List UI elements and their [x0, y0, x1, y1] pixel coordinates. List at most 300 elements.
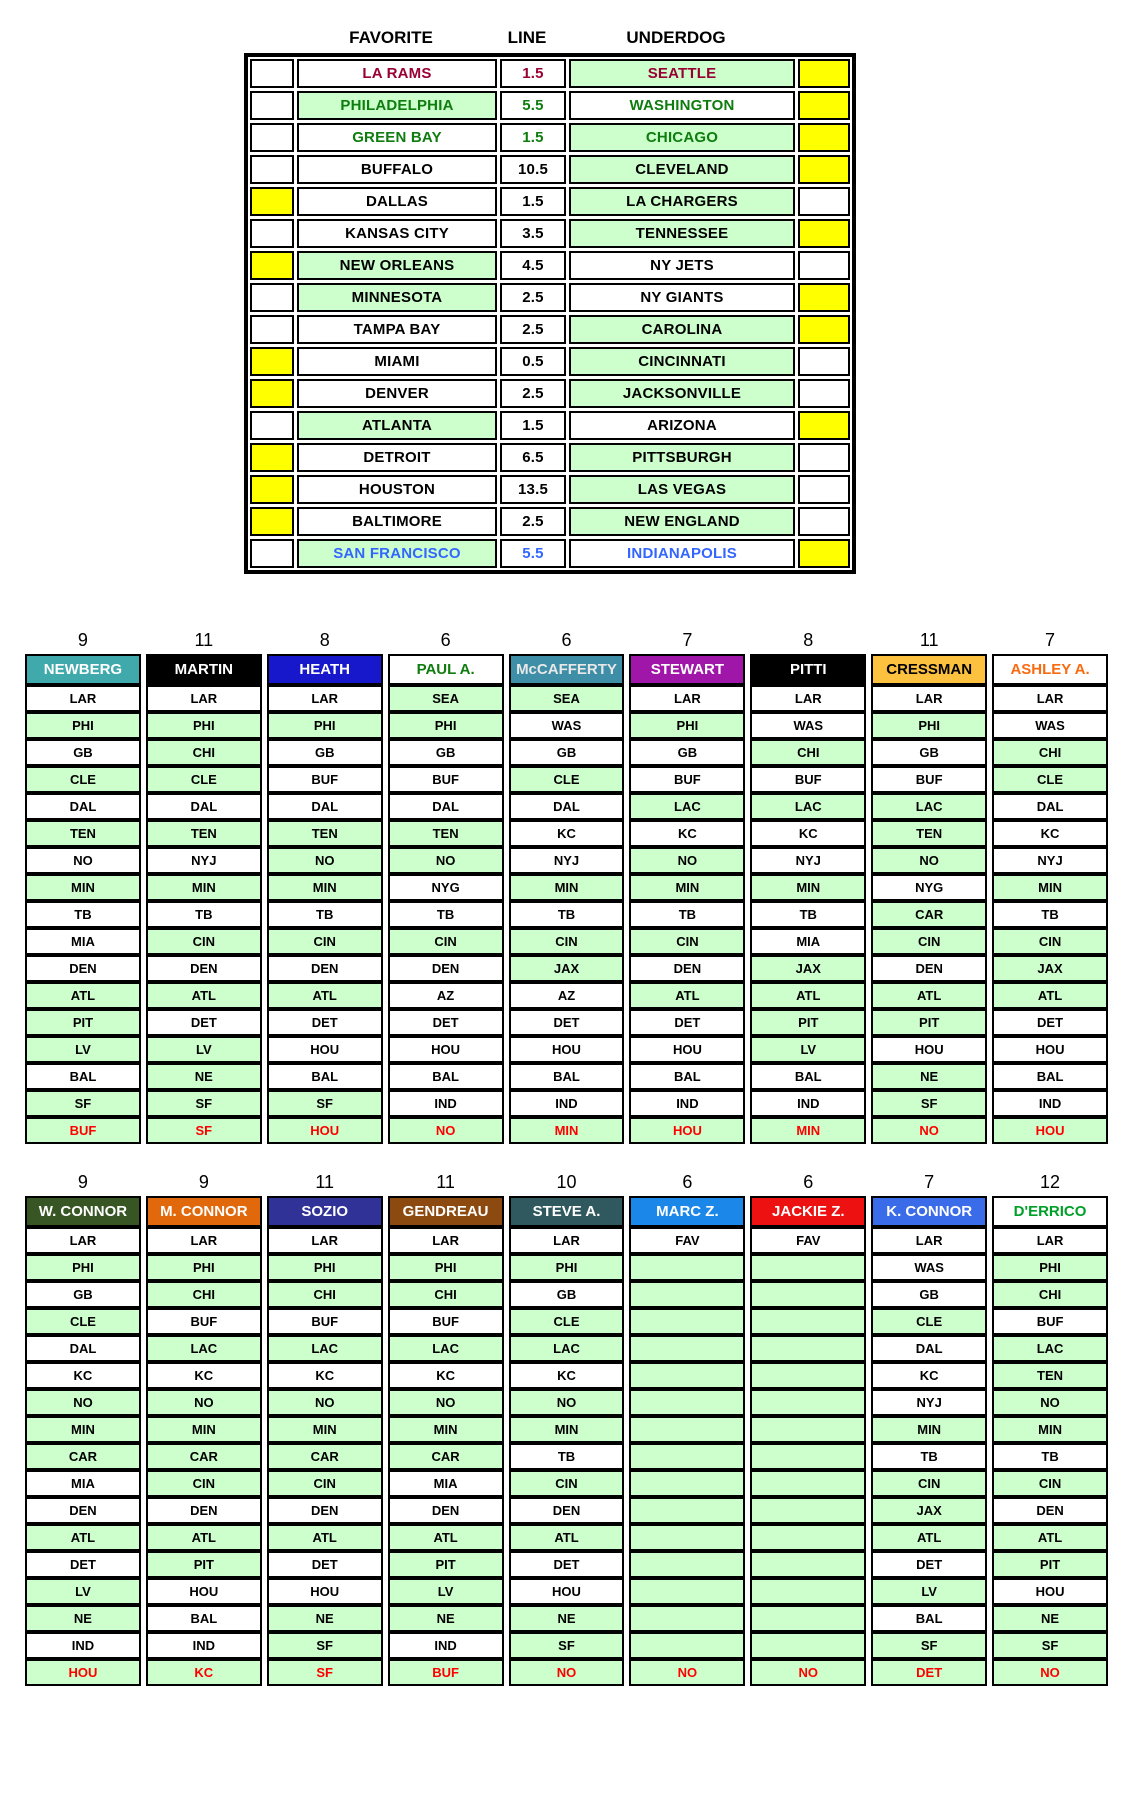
pick-cell: LV: [388, 1578, 504, 1605]
tiebreak-pick-cell: HOU: [992, 1117, 1108, 1144]
pick-cell: [629, 1578, 745, 1605]
pick-cell: BAL: [871, 1605, 987, 1632]
player-name-header: STEVE A.: [509, 1196, 625, 1227]
pick-cell: IND: [388, 1090, 504, 1117]
pick-cell: TEN: [25, 820, 141, 847]
pick-cell: [629, 1416, 745, 1443]
tiebreak-pick-cell: KC: [146, 1659, 262, 1686]
pick-cell: BAL: [25, 1063, 141, 1090]
pick-cell: WAS: [992, 712, 1108, 739]
pick-cell: LAR: [509, 1227, 625, 1254]
pick-cell: DET: [509, 1551, 625, 1578]
line-cell: 1.5: [500, 59, 566, 88]
left-marker-cell: [250, 379, 294, 408]
right-marker-cell: [798, 187, 850, 216]
pick-cell: CIN: [871, 1470, 987, 1497]
pick-cell: MIN: [629, 874, 745, 901]
pick-cell: NO: [25, 847, 141, 874]
pick-cell: [629, 1632, 745, 1659]
pick-cell: BAL: [267, 1063, 383, 1090]
left-marker-cell: [250, 347, 294, 376]
tiebreak-pick-cell: MIN: [509, 1117, 625, 1144]
pick-cell: CHI: [267, 1281, 383, 1308]
favorite-cell: BUFFALO: [297, 155, 497, 184]
pick-cell: ATL: [25, 982, 141, 1009]
pick-cell: TB: [992, 1443, 1108, 1470]
underdog-cell: LAS VEGAS: [569, 475, 795, 504]
pick-cell: TB: [267, 901, 383, 928]
pick-cell: CIN: [146, 928, 262, 955]
pick-cell: [750, 1254, 866, 1281]
pick-cell: JAX: [750, 955, 866, 982]
pick-cell: BUF: [267, 1308, 383, 1335]
left-marker-cell: [250, 155, 294, 184]
right-marker-cell: [798, 251, 850, 280]
pick-cell: MIA: [388, 1470, 504, 1497]
pick-cell: CLE: [25, 1308, 141, 1335]
pick-cell: KC: [146, 1362, 262, 1389]
pick-cell: PHI: [871, 712, 987, 739]
pick-cell: [750, 1308, 866, 1335]
player-score: 7: [682, 630, 693, 650]
favorite-cell: BALTIMORE: [297, 507, 497, 536]
pick-cell: PHI: [992, 1254, 1108, 1281]
pick-cell: BAL: [629, 1063, 745, 1090]
pick-cell: DET: [992, 1009, 1108, 1036]
pick-cell: MIN: [509, 1416, 625, 1443]
pick-cell: LAR: [267, 685, 383, 712]
left-marker-cell: [250, 475, 294, 504]
pick-cell: HOU: [509, 1578, 625, 1605]
pick-cell: KC: [992, 820, 1108, 847]
spacer: [244, 28, 288, 48]
pick-cell: CIN: [509, 928, 625, 955]
pick-cell: NYG: [388, 874, 504, 901]
pick-cell: LV: [25, 1578, 141, 1605]
pick-cell: LAC: [629, 793, 745, 820]
favorite-column-header: FAVORITE: [349, 28, 433, 47]
left-marker-cell: [250, 315, 294, 344]
pick-cell: BUF: [871, 766, 987, 793]
pick-cell: HOU: [267, 1578, 383, 1605]
pick-cell: KC: [750, 820, 866, 847]
underdog-cell: CINCINNATI: [569, 347, 795, 376]
pick-cell: TB: [629, 901, 745, 928]
player-name-header: D'ERRICO: [992, 1196, 1108, 1227]
tiebreak-pick-cell: NO: [388, 1117, 504, 1144]
pick-cell: GB: [25, 739, 141, 766]
pick-cell: CLE: [509, 766, 625, 793]
underdog-cell: NY JETS: [569, 251, 795, 280]
pick-cell: NYJ: [871, 1389, 987, 1416]
spread-table: [244, 28, 856, 574]
pick-cell: NO: [992, 1389, 1108, 1416]
pick-cell: LAC: [267, 1335, 383, 1362]
pick-cell: GB: [871, 1281, 987, 1308]
pick-cell: BUF: [388, 1308, 504, 1335]
pick-cell: SF: [25, 1090, 141, 1117]
pick-cell: [750, 1470, 866, 1497]
pick-cell: BAL: [146, 1605, 262, 1632]
pick-cell: LAC: [388, 1335, 504, 1362]
pick-cell: ATL: [146, 1524, 262, 1551]
tiebreak-pick-cell: NO: [750, 1659, 866, 1686]
pick-cell: KC: [509, 820, 625, 847]
pick-cell: CHI: [146, 1281, 262, 1308]
pick-cell: HOU: [629, 1036, 745, 1063]
pick-cell: SF: [146, 1090, 262, 1117]
pick-cell: GB: [25, 1281, 141, 1308]
line-cell: 13.5: [500, 475, 566, 504]
pick-cell: LAR: [146, 1227, 262, 1254]
pick-cell: SEA: [509, 685, 625, 712]
pick-cell: TB: [509, 901, 625, 928]
pick-cell: [750, 1497, 866, 1524]
pick-cell: [629, 1524, 745, 1551]
pick-cell: PIT: [146, 1551, 262, 1578]
player-name-header: STEWART: [629, 654, 745, 685]
pick-cell: LAR: [871, 685, 987, 712]
pick-cell: TB: [871, 1443, 987, 1470]
pick-cell: DEN: [146, 1497, 262, 1524]
pick-cell: DEN: [388, 955, 504, 982]
tiebreak-pick-cell: DET: [871, 1659, 987, 1686]
pick-cell: CHI: [992, 739, 1108, 766]
pick-cell: LAR: [992, 1227, 1108, 1254]
pick-cell: MIN: [388, 1416, 504, 1443]
underdog-cell: JACKSONVILLE: [569, 379, 795, 408]
pick-cell: [629, 1443, 745, 1470]
favorite-cell: LA RAMS: [297, 59, 497, 88]
pick-cell: GB: [267, 739, 383, 766]
pick-cell: MIN: [750, 874, 866, 901]
pick-cell: NO: [629, 847, 745, 874]
pick-cell: PIT: [871, 1009, 987, 1036]
left-marker-cell: [250, 123, 294, 152]
favorite-cell: DALLAS: [297, 187, 497, 216]
pick-cell: CLE: [992, 766, 1108, 793]
pick-cell: ATL: [750, 982, 866, 1009]
pick-cell: DAL: [25, 793, 141, 820]
pick-cell: IND: [750, 1090, 866, 1117]
pick-cell: ATL: [871, 1524, 987, 1551]
pick-cell: LAC: [509, 1335, 625, 1362]
pick-cell: MIN: [146, 874, 262, 901]
picks-table-1: [25, 628, 1108, 1144]
line-cell: 4.5: [500, 251, 566, 280]
left-marker-cell: [250, 411, 294, 440]
right-marker-cell: [798, 379, 850, 408]
favorite-cell: TAMPA BAY: [297, 315, 497, 344]
pick-cell: DET: [146, 1009, 262, 1036]
pick-cell: LAC: [992, 1335, 1108, 1362]
player-score: 7: [924, 1172, 935, 1192]
pick-cell: GB: [388, 739, 504, 766]
pick-cell: IND: [388, 1632, 504, 1659]
pick-cell: TEN: [388, 820, 504, 847]
spacer: [792, 28, 844, 48]
pick-cell: JAX: [992, 955, 1108, 982]
pick-cell: CHI: [750, 739, 866, 766]
underdog-cell: SEATTLE: [569, 59, 795, 88]
pick-cell: PIT: [25, 1009, 141, 1036]
pick-cell: DEN: [267, 1497, 383, 1524]
pick-cell: TB: [25, 901, 141, 928]
pick-cell: ATL: [267, 982, 383, 1009]
line-cell: 10.5: [500, 155, 566, 184]
pick-cell: NE: [509, 1605, 625, 1632]
line-cell: 5.5: [500, 91, 566, 120]
pick-cell: PHI: [388, 1254, 504, 1281]
pick-cell: PIT: [992, 1551, 1108, 1578]
pick-cell: DAL: [267, 793, 383, 820]
tiebreak-pick-cell: MIN: [750, 1117, 866, 1144]
pick-cell: PHI: [267, 1254, 383, 1281]
pick-cell: PIT: [388, 1551, 504, 1578]
player-name-header: JACKIE Z.: [750, 1196, 866, 1227]
spread-table-body: [244, 53, 856, 574]
pick-cell: [750, 1389, 866, 1416]
pick-cell: DAL: [25, 1335, 141, 1362]
pick-cell: DAL: [992, 793, 1108, 820]
right-marker-cell: [798, 347, 850, 376]
pick-cell: MIN: [992, 874, 1108, 901]
pick-cell: [750, 1605, 866, 1632]
pick-cell: NO: [388, 1389, 504, 1416]
pick-cell: [750, 1416, 866, 1443]
player-name-header: M. CONNOR: [146, 1196, 262, 1227]
left-marker-cell: [250, 251, 294, 280]
pick-cell: ATL: [146, 982, 262, 1009]
pick-cell: BUF: [629, 766, 745, 793]
left-marker-cell: [250, 539, 294, 568]
pick-cell: MIN: [871, 1416, 987, 1443]
pick-cell: CAR: [146, 1443, 262, 1470]
underdog-cell: LA CHARGERS: [569, 187, 795, 216]
player-score: 11: [194, 630, 214, 650]
pick-cell: DEN: [388, 1497, 504, 1524]
pick-cell: NE: [267, 1605, 383, 1632]
pick-cell: CIN: [267, 928, 383, 955]
pick-cell: PHI: [25, 1254, 141, 1281]
tiebreak-pick-cell: SF: [267, 1659, 383, 1686]
pick-cell: LV: [146, 1036, 262, 1063]
pick-cell: NYJ: [750, 847, 866, 874]
pick-cell: [629, 1254, 745, 1281]
player-name-header: MARTIN: [146, 654, 262, 685]
tiebreak-pick-cell: BUF: [25, 1117, 141, 1144]
right-marker-cell: [798, 315, 850, 344]
pick-cell: CIN: [146, 1470, 262, 1497]
pick-cell: TEN: [992, 1362, 1108, 1389]
pick-cell: NO: [871, 847, 987, 874]
pick-cell: [629, 1281, 745, 1308]
pick-cell: [629, 1335, 745, 1362]
pick-cell: SF: [871, 1632, 987, 1659]
pick-cell: PHI: [629, 712, 745, 739]
pick-cell: TB: [750, 901, 866, 928]
tiebreak-pick-cell: HOU: [25, 1659, 141, 1686]
favorite-cell: KANSAS CITY: [297, 219, 497, 248]
pick-cell: FAV: [750, 1227, 866, 1254]
pick-cell: AZ: [388, 982, 504, 1009]
right-marker-cell: [798, 507, 850, 536]
right-marker-cell: [798, 155, 850, 184]
pick-cell: DAL: [509, 793, 625, 820]
pick-cell: HOU: [388, 1036, 504, 1063]
pick-cell: TB: [509, 1443, 625, 1470]
right-marker-cell: [798, 91, 850, 120]
pick-cell: PHI: [25, 712, 141, 739]
pick-cell: LAR: [25, 685, 141, 712]
player-name-header: NEWBERG: [25, 654, 141, 685]
right-marker-cell: [798, 443, 850, 472]
underdog-cell: CHICAGO: [569, 123, 795, 152]
line-cell: 1.5: [500, 411, 566, 440]
pick-cell: LAC: [146, 1335, 262, 1362]
pick-cell: HOU: [871, 1036, 987, 1063]
pick-cell: LAR: [629, 685, 745, 712]
pick-cell: CAR: [25, 1443, 141, 1470]
pick-cell: DEN: [25, 1497, 141, 1524]
favorite-cell: DETROIT: [297, 443, 497, 472]
pick-cell: HOU: [509, 1036, 625, 1063]
tiebreak-pick-cell: NO: [871, 1117, 987, 1144]
pick-cell: NYJ: [146, 847, 262, 874]
pick-cell: NO: [25, 1389, 141, 1416]
pick-cell: LAR: [25, 1227, 141, 1254]
favorite-cell: DENVER: [297, 379, 497, 408]
pick-cell: CLE: [871, 1308, 987, 1335]
pick-cell: [750, 1524, 866, 1551]
pick-cell: WAS: [871, 1254, 987, 1281]
pick-cell: PHI: [146, 712, 262, 739]
right-marker-cell: [798, 123, 850, 152]
player-name-header: PITTI: [750, 654, 866, 685]
right-marker-cell: [798, 539, 850, 568]
underdog-cell: TENNESSEE: [569, 219, 795, 248]
pick-cell: JAX: [871, 1497, 987, 1524]
pick-cell: SF: [267, 1632, 383, 1659]
pick-cell: DEN: [25, 955, 141, 982]
pick-cell: LAR: [750, 685, 866, 712]
tiebreak-pick-cell: SF: [146, 1117, 262, 1144]
pick-cell: CHI: [992, 1281, 1108, 1308]
line-cell: 2.5: [500, 315, 566, 344]
pick-cell: TB: [992, 901, 1108, 928]
picks-table-2: [25, 1170, 1108, 1686]
pick-cell: CAR: [871, 901, 987, 928]
pick-cell: PHI: [267, 712, 383, 739]
pick-cell: NE: [871, 1063, 987, 1090]
favorite-cell: ATLANTA: [297, 411, 497, 440]
pick-cell: AZ: [509, 982, 625, 1009]
pick-cell: BUF: [750, 766, 866, 793]
favorite-cell: NEW ORLEANS: [297, 251, 497, 280]
pick-cell: ATL: [871, 982, 987, 1009]
tiebreak-pick-cell: NO: [629, 1659, 745, 1686]
pick-cell: LV: [750, 1036, 866, 1063]
left-marker-cell: [250, 507, 294, 536]
pick-cell: FAV: [629, 1227, 745, 1254]
favorite-cell: GREEN BAY: [297, 123, 497, 152]
pick-cell: MIA: [25, 928, 141, 955]
pick-cell: [750, 1632, 866, 1659]
pick-cell: IND: [629, 1090, 745, 1117]
underdog-cell: CAROLINA: [569, 315, 795, 344]
tiebreak-pick-cell: HOU: [629, 1117, 745, 1144]
pick-cell: CIN: [992, 928, 1108, 955]
line-cell: 3.5: [500, 219, 566, 248]
pick-cell: BUF: [388, 766, 504, 793]
pick-cell: ATL: [509, 1524, 625, 1551]
player-score: 9: [77, 1172, 88, 1192]
player-name-header: PAUL A.: [388, 654, 504, 685]
pick-cell: LAR: [992, 685, 1108, 712]
underdog-column-header: UNDERDOG: [626, 28, 726, 47]
pick-cell: NE: [388, 1605, 504, 1632]
pick-cell: [750, 1443, 866, 1470]
pick-cell: NE: [992, 1605, 1108, 1632]
pick-cell: DET: [629, 1009, 745, 1036]
pick-cell: CIN: [992, 1470, 1108, 1497]
pick-cell: DEN: [629, 955, 745, 982]
pick-cell: NE: [146, 1063, 262, 1090]
pick-cell: IND: [146, 1632, 262, 1659]
left-marker-cell: [250, 283, 294, 312]
player-score: 8: [319, 630, 330, 650]
pick-cell: PHI: [388, 712, 504, 739]
pick-cell: MIN: [267, 1416, 383, 1443]
pick-cell: LAC: [750, 793, 866, 820]
pick-cell: [629, 1389, 745, 1416]
pick-cell: NYJ: [992, 847, 1108, 874]
underdog-cell: ARIZONA: [569, 411, 795, 440]
left-marker-cell: [250, 443, 294, 472]
left-marker-cell: [250, 59, 294, 88]
pick-cell: NYJ: [509, 847, 625, 874]
pick-cell: [629, 1605, 745, 1632]
pick-cell: HOU: [992, 1578, 1108, 1605]
pick-cell: NO: [388, 847, 504, 874]
pick-cell: CIN: [629, 928, 745, 955]
tiebreak-pick-cell: HOU: [267, 1117, 383, 1144]
pick-cell: CLE: [25, 766, 141, 793]
player-name-header: ASHLEY A.: [992, 654, 1108, 685]
pick-cell: DET: [267, 1009, 383, 1036]
pick-cell: ATL: [25, 1524, 141, 1551]
player-score: 11: [315, 1172, 335, 1192]
pick-cell: PHI: [509, 1254, 625, 1281]
pick-cell: BAL: [750, 1063, 866, 1090]
pick-cell: MIA: [25, 1470, 141, 1497]
pick-cell: NO: [509, 1389, 625, 1416]
pick-cell: KC: [267, 1362, 383, 1389]
pick-cell: BAL: [388, 1063, 504, 1090]
tiebreak-pick-cell: NO: [992, 1659, 1108, 1686]
pick-cell: DET: [267, 1551, 383, 1578]
pick-cell: MIN: [146, 1416, 262, 1443]
pick-cell: KC: [629, 820, 745, 847]
pick-cell: MIN: [992, 1416, 1108, 1443]
pick-cell: KC: [25, 1362, 141, 1389]
pick-cell: SF: [871, 1090, 987, 1117]
player-score: 6: [803, 1172, 814, 1192]
left-marker-cell: [250, 187, 294, 216]
player-name-header: HEATH: [267, 654, 383, 685]
pick-cell: [629, 1362, 745, 1389]
favorite-cell: SAN FRANCISCO: [297, 539, 497, 568]
